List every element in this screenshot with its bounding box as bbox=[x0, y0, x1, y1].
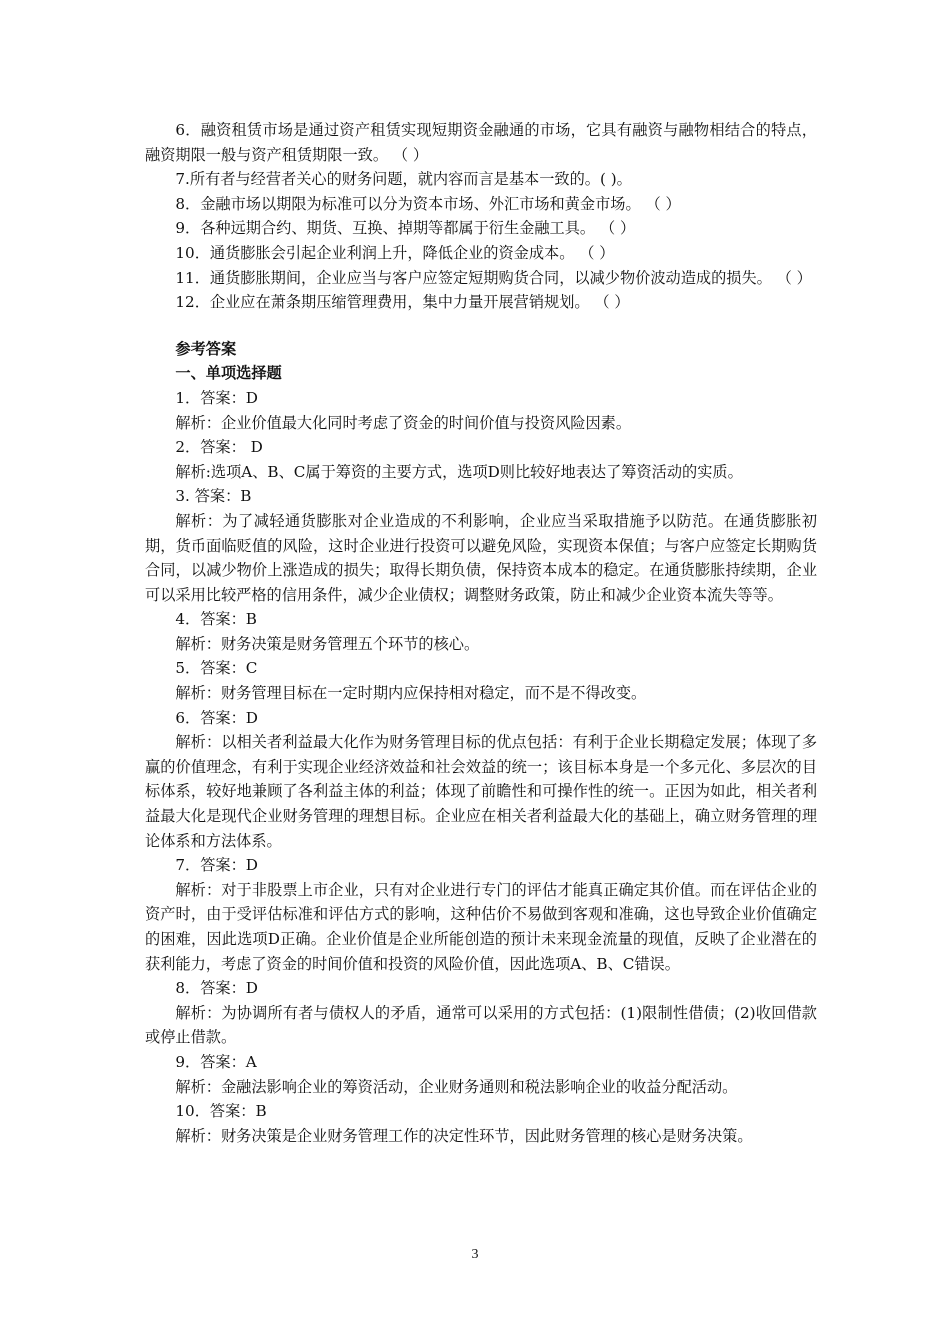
spacer bbox=[145, 315, 817, 337]
page-number: 3 bbox=[471, 1247, 479, 1262]
question-7: 7.所有者与经营者关心的财务问题，就内容而言是基本一致的。( )。 bbox=[175, 170, 632, 189]
answers-title: 参考答案 bbox=[175, 339, 237, 358]
answer-8: 8．答案：D bbox=[175, 979, 258, 998]
answer-10: 10．答案：B bbox=[175, 1102, 267, 1121]
answer-5: 5．答案：C bbox=[175, 659, 258, 678]
analysis-6: 解析：以相关者利益最大化作为财务管理目标的优点包括：有利于企业长期稳定发展；体现了多赢的价值理念，有利于实现企业经济效益和社会效益的统一；该目标本身是一个多元化、多层次的目标体系，较好地兼顾了各利益主体的利益；体现了前瞻性和可操作性的统一。正因为如此，相关者利益最大化是现代企业财务管理的理想目标。企业应在相关者利益最大化的基础上，确立财务管理的理论体系和方法体系。 bbox=[145, 733, 817, 850]
analysis-8: 解析：为协调所有者与债权人的矛盾，通常可以采用的方式包括：(1)限制性借债；(2)收回借款或停止借款。 bbox=[145, 1003, 817, 1047]
question-11: 11．通货膨胀期间，企业应当与客户应签定短期购货合同，以减少物价波动造成的损失。 （ ） bbox=[175, 268, 812, 287]
answer-9: 9．答案：A bbox=[175, 1052, 257, 1071]
analysis-7: 解析：对于非股票上市企业，只有对企业进行专门的评估才能真正确定其价值。而在评估企业的资产时，由于受评估标准和评估方式的影响，这种估价不易做到客观和准确，这也导致企业价值确定的困难，因此选项D正确。企业价值是企业所能创造的预计未来现金流量的现值，反映了企业潜在的获利能力，考虑了资金的时间价值和投资的风险价值，因此选项A、B、C错误。 bbox=[145, 880, 817, 973]
question-9: 9．各种远期合约、期货、互换、掉期等都属于衍生金融工具。 （ ） bbox=[175, 219, 636, 238]
answer-3: 3. 答案：B bbox=[175, 487, 252, 506]
analysis-10: 解析：财务决策是企业财务管理工作的决定性环节，因此财务管理的核心是财务决策。 bbox=[175, 1126, 753, 1145]
analysis-5: 解析：财务管理目标在一定时期内应保持相对稳定，而不是不得改变。 bbox=[175, 684, 647, 703]
question-12: 12．企业应在萧条期压缩管理费用，集中力量开展营销规划。 （ ） bbox=[175, 293, 630, 312]
question-6: 6．融资租赁市场是通过资产租赁实现短期资金融通的市场，它具有融资与融物相结合的特点，融资期限一般与资产租赁期限一致。 （ ） bbox=[145, 121, 817, 164]
answer-1: 1．答案：D bbox=[175, 388, 258, 407]
analysis-1: 解析：企业价值最大化同时考虑了资金的时间价值与投资风险因素。 bbox=[175, 413, 632, 432]
section-title: 一、单项选择题 bbox=[175, 364, 282, 383]
analysis-4: 解析：财务决策是财务管理五个环节的核心。 bbox=[175, 634, 480, 653]
answer-7: 7．答案：D bbox=[175, 856, 258, 875]
question-10: 10．通货膨胀会引起企业利润上升，降低企业的资金成本。 （ ） bbox=[175, 243, 615, 262]
analysis-2: 解析:选项A、B、C属于筹资的主要方式，选项D则比较好地表达了筹资活动的实质。 bbox=[175, 462, 743, 481]
answer-6: 6．答案：D bbox=[175, 708, 258, 727]
page-content bbox=[145, 118, 817, 1148]
answer-2: 2．答案： D bbox=[175, 438, 263, 457]
analysis-3: 解析：为了减轻通货膨胀对企业造成的不利影响，企业应当采取措施予以防范。在通货膨胀初期，货币面临贬值的风险，这时企业进行投资可以避免风险，实现资本保值；与客户应签定长期购货合同，以减少物价上涨造成的损失；取得长期负债，保持资本成本的稳定。在通货膨胀持续期，企业可以采用比较严格的信用条件，减少企业债权；调整财务政策，防止和减少企业资本流失等等。 bbox=[145, 511, 817, 604]
answer-4: 4．答案：B bbox=[175, 610, 257, 629]
question-8: 8．金融市场以期限为标准可以分为资本市场、外汇市场和黄金市场。 （ ） bbox=[175, 194, 681, 213]
analysis-9: 解析：金融法影响企业的筹资活动，企业财务通则和税法影响企业的收益分配活动。 bbox=[175, 1077, 738, 1096]
